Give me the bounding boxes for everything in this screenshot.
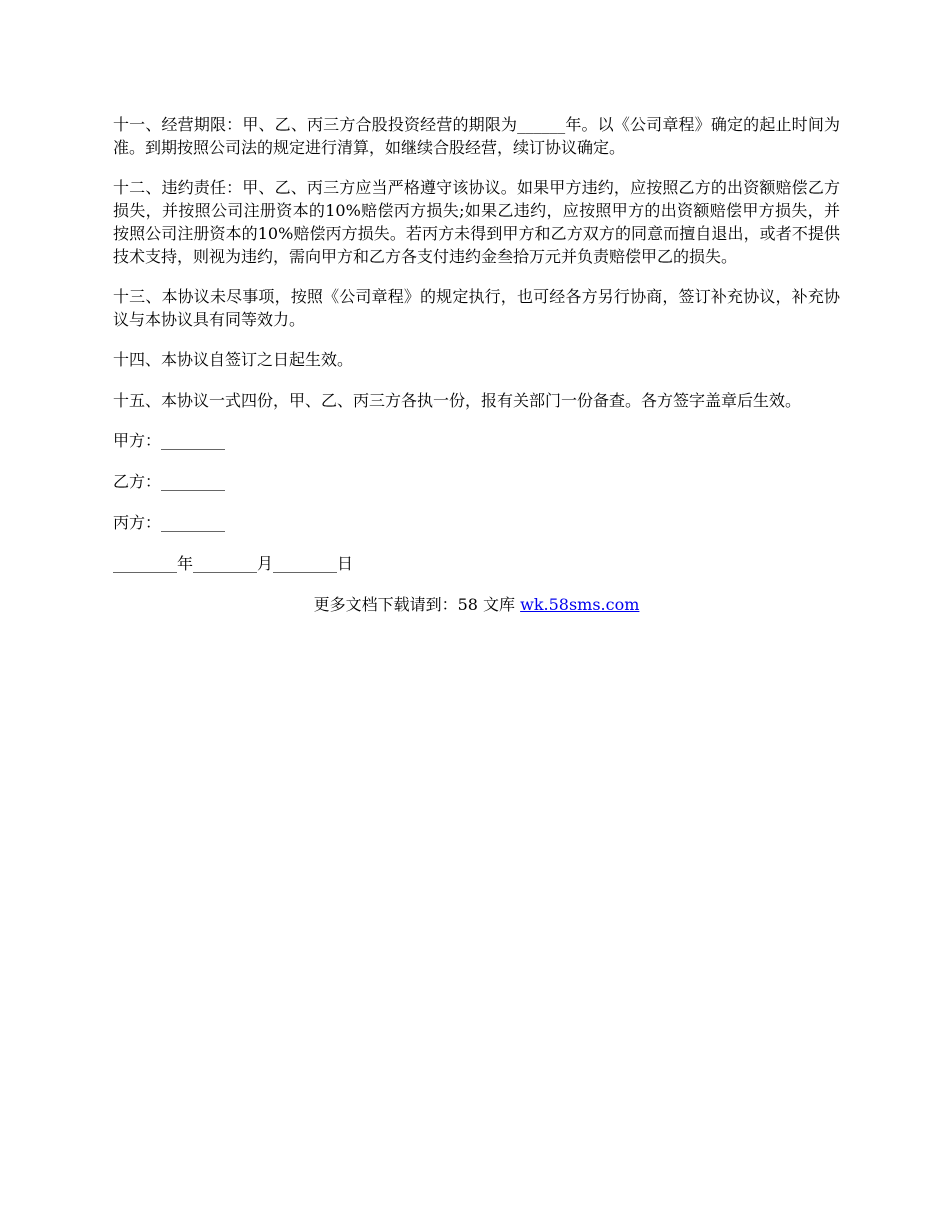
document-page [113,113,840,616]
clause-13: 十三、本协议未尽事项，按照《公司章程》的规定执行，也可经各方另行协商，签订补充协议，补充协议与本协议具有同等效力。 [113,287,840,329]
clause-12: 十二、违约责任：甲、乙、丙三方应当严格遵守该协议。如果甲方违约，应按照乙方的出资额赔偿乙方损失，并按照公司注册资本的10%赔偿丙方损失;如果乙违约，应按照甲方的出资额赔偿甲方损失，并按照公司注册资本的10%赔偿丙方损失。若丙方未得到甲方和乙方双方的同意而擅自退出，或者不提供技术支持，则视为违约，需向甲方和乙方各支付违约金叁拾万元并负责赔偿甲乙的损失。 [113,178,840,266]
signature-party-b: 乙方：________ [113,472,226,491]
clause-11: 十一、经营期限：甲、乙、丙三方合股投资经营的期限为______年。以《公司章程》确定的起止时间为准。到期按照公司法的规定进行清算，如继续合股经营，续订协议确定。 [113,115,840,157]
footer-text: 更多文档下载请到：58 文库 [313,595,521,614]
signature-date: ________年________月________日 [113,554,354,573]
signature-party-c: 丙方：________ [113,513,226,532]
clause-15: 十五、本协议一式四份，甲、乙、丙三方各执一份，报有关部门一份备查。各方签字盖章后生效。 [113,391,802,410]
clause-14: 十四、本协议自签订之日起生效。 [113,350,354,369]
footer-link[interactable]: wk.58sms.com [520,595,640,614]
signature-party-a: 甲方：________ [113,431,226,450]
footer [113,593,840,616]
